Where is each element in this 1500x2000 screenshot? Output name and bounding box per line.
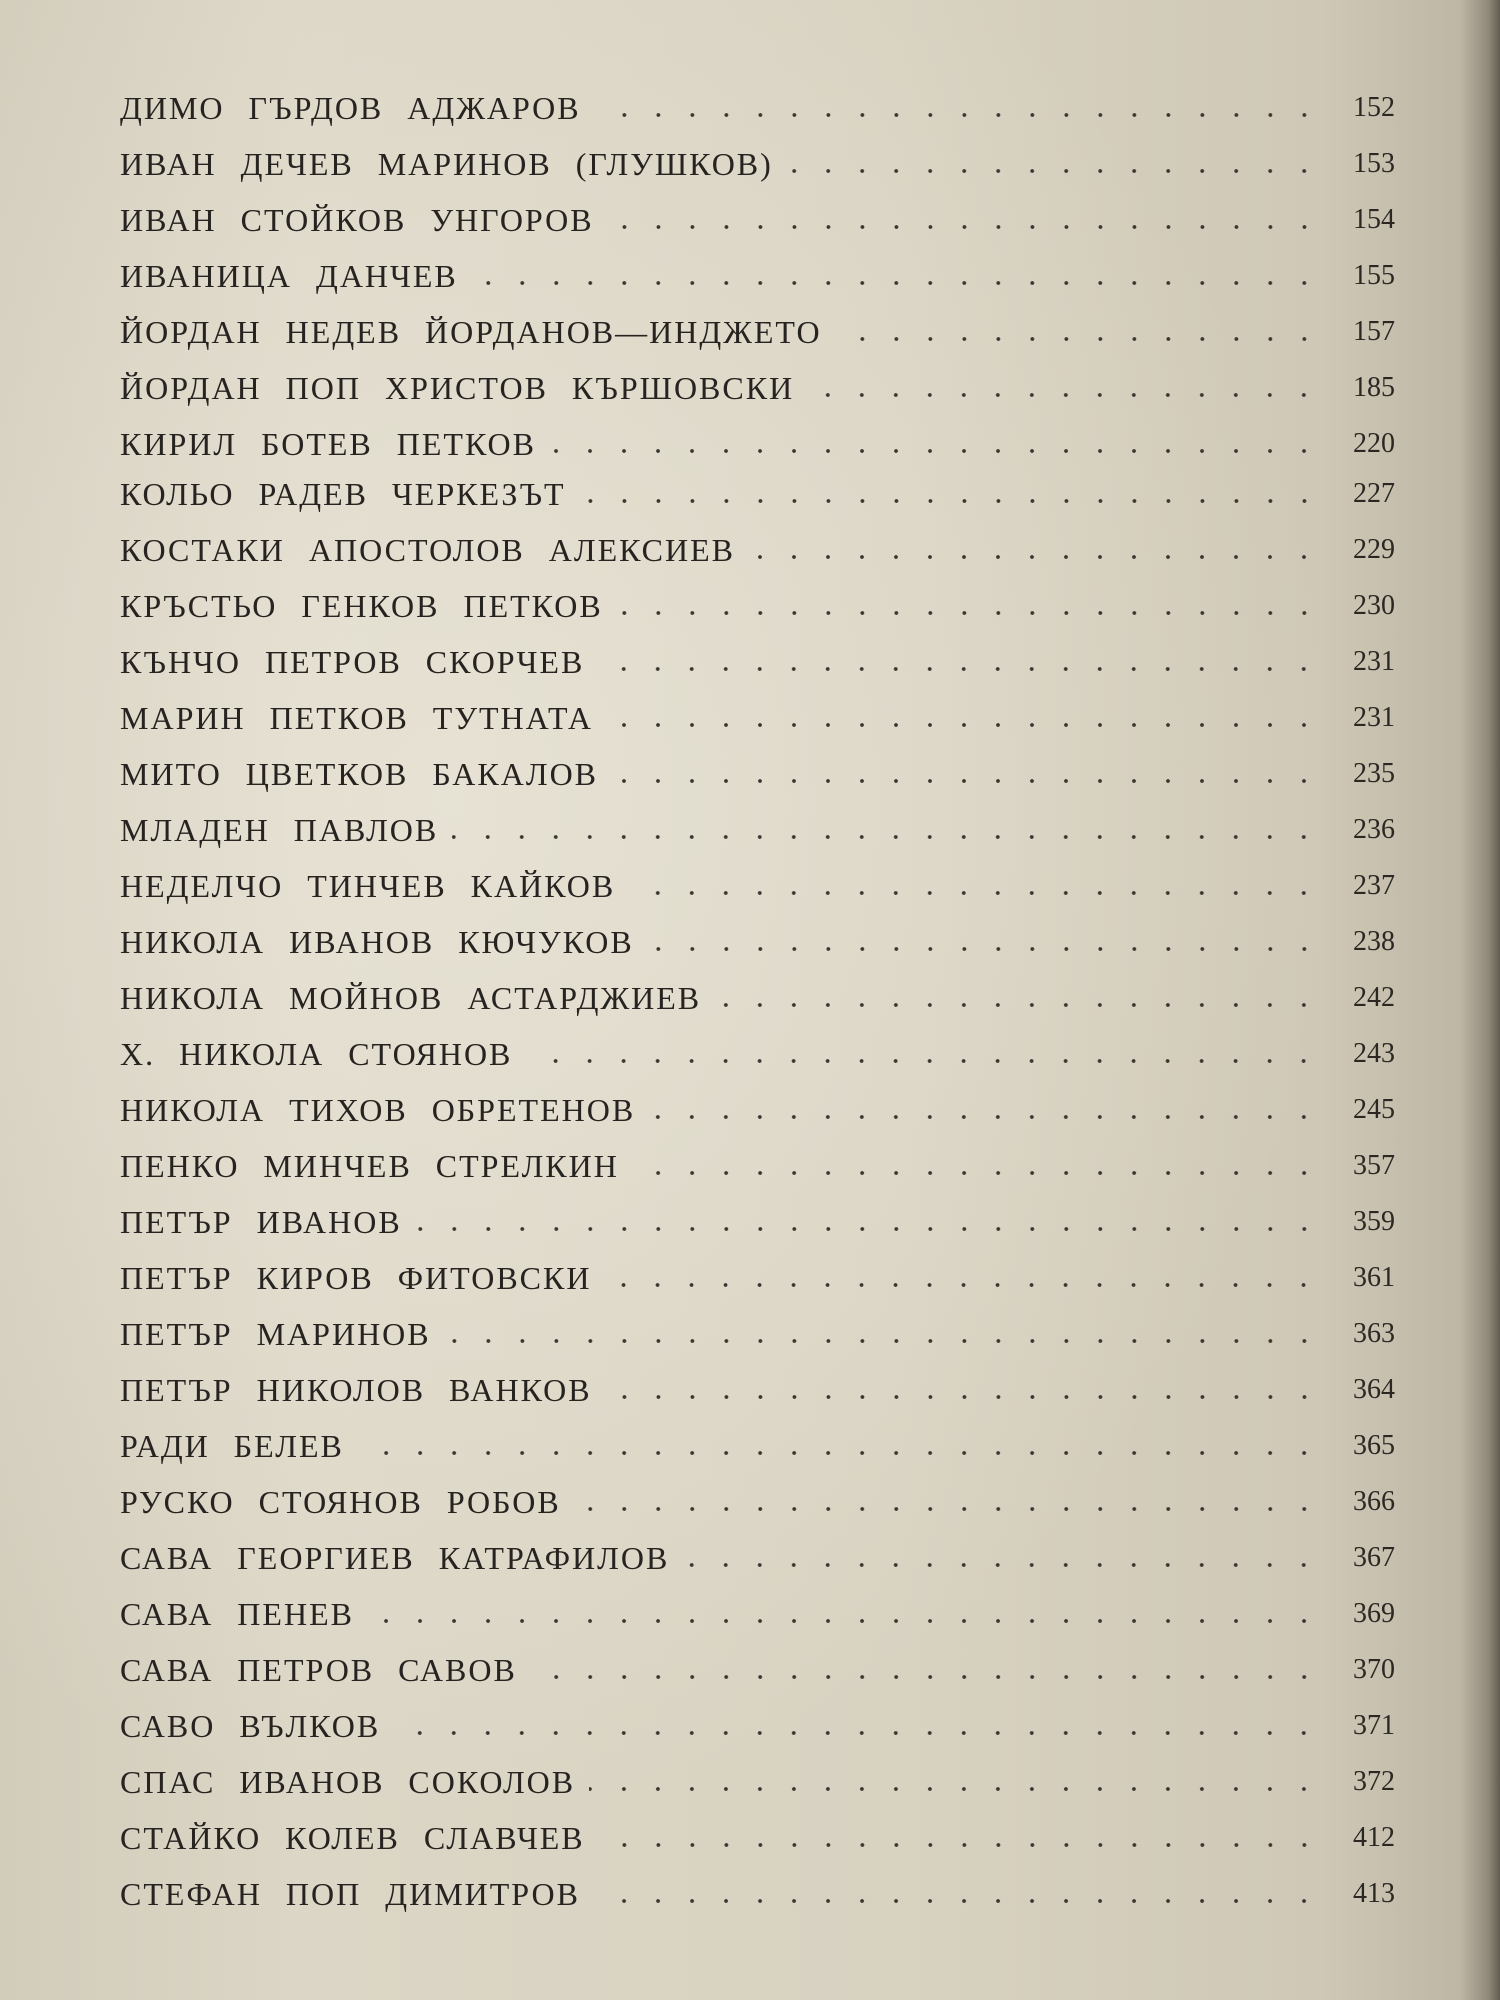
toc-entry-name: ПЕНКО МИНЧЕВ СТРЕЛКИН [120, 1147, 619, 1184]
toc-entry-name: ЙОРДАН НЕДЕВ ЙОРДАНОВ—ИНДЖЕТО [120, 313, 822, 350]
toc-entry-name: СТЕФАН ПОП ДИМИТРОВ [120, 1875, 580, 1912]
toc-entry [120, 140, 1395, 188]
dot-leader [605, 1283, 1321, 1287]
toc-entry [120, 694, 1395, 742]
dot-leader [836, 337, 1321, 341]
toc-entry-name: ЙОРДАН ПОП ХРИСТОВ КЪРШОВСКИ [120, 369, 795, 406]
toc-entry-page: 361 [1353, 1262, 1395, 1293]
toc-entry-page: 245 [1353, 1094, 1395, 1125]
dot-leader [594, 1899, 1321, 1903]
toc-entry-name: НИКОЛА ИВАНОВ КЮЧУКОВ [120, 923, 634, 960]
toc-entry-name: КРЪСТЬО ГЕНКОВ ПЕТКОВ [120, 587, 603, 624]
toc-entry-page: 229 [1353, 534, 1395, 565]
toc-entry [120, 750, 1395, 798]
toc-entry-page: 357 [1353, 1150, 1395, 1181]
dot-leader [580, 499, 1321, 503]
toc-entry [120, 1366, 1395, 1414]
dot-leader [649, 1115, 1321, 1119]
toc-entry-name: РУСКО СТОЯНОВ РОБОВ [120, 1483, 561, 1520]
toc-entry [120, 1814, 1395, 1862]
toc-entry [120, 1534, 1395, 1582]
toc-entry-page: 372 [1353, 1766, 1395, 1797]
dot-leader [612, 779, 1321, 783]
toc-entry-page: 366 [1353, 1486, 1395, 1517]
toc-entry-page: 242 [1353, 982, 1395, 1013]
dot-leader [589, 1787, 1321, 1791]
toc-entry [120, 582, 1395, 630]
toc-entry-page: 236 [1353, 814, 1395, 845]
dot-leader [472, 281, 1321, 285]
dot-leader [749, 555, 1321, 559]
toc-entry-page: 363 [1353, 1318, 1395, 1349]
toc-entry-page: 243 [1353, 1038, 1395, 1069]
toc-entry [120, 1422, 1395, 1470]
toc-entry-name: СПАС ИВАНОВ СОКОЛОВ [120, 1763, 576, 1800]
dot-leader [368, 1619, 1321, 1623]
dot-leader [575, 1507, 1321, 1511]
toc-entry [120, 1254, 1395, 1302]
toc-entry [120, 806, 1395, 854]
toc-entry-page: 235 [1353, 758, 1395, 789]
toc-entry [120, 862, 1395, 910]
toc-entry-name: НИКОЛА ТИХОВ ОБРЕТЕНОВ [120, 1091, 636, 1128]
dot-leader [394, 1731, 1321, 1735]
toc-entry-page: 365 [1353, 1430, 1395, 1461]
toc-entry-page: 227 [1353, 478, 1395, 509]
toc-entry-name: САВО ВЪЛКОВ [120, 1707, 381, 1744]
dot-leader [633, 1171, 1321, 1175]
toc-entry-page: 369 [1353, 1598, 1395, 1629]
toc-entry-page: 359 [1353, 1206, 1395, 1237]
toc-entry-page: 231 [1353, 702, 1395, 733]
dot-leader [550, 449, 1321, 453]
toc-entry [120, 1030, 1395, 1078]
toc-entry-name: ПЕТЪР НИКОЛОВ ВАНКОВ [120, 1371, 592, 1408]
toc-entry-name: МИТО ЦВЕТКОВ БАКАЛОВ [120, 755, 599, 792]
dot-leader [648, 947, 1321, 951]
toc-entry-name: ДИМО ГЪРДОВ АДЖАРОВ [120, 89, 581, 126]
toc-entry-name: ИВАН ДЕЧЕВ МАРИНОВ (ГЛУШКОВ) [120, 145, 773, 182]
toc-entry-page: 220 [1353, 428, 1395, 459]
toc-entry-page: 367 [1353, 1542, 1395, 1573]
toc-entry [120, 1478, 1395, 1526]
toc-entry [120, 420, 1395, 468]
dot-leader [599, 1843, 1321, 1847]
toc-entry [120, 1870, 1395, 1918]
toc-entry-page: 152 [1353, 92, 1395, 123]
dot-leader [595, 113, 1321, 117]
toc-entry [120, 364, 1395, 412]
dot-leader [526, 1059, 1321, 1063]
toc-entry-page: 155 [1353, 260, 1395, 291]
dot-leader [531, 1675, 1321, 1679]
toc-entry-name: ИВАН СТОЙКОВ УНГОРОВ [120, 201, 594, 238]
toc-entry [120, 1142, 1395, 1190]
toc-entry [120, 1646, 1395, 1694]
dot-leader [445, 1339, 1321, 1343]
toc-entry [120, 1198, 1395, 1246]
dot-leader [617, 611, 1321, 615]
toc-entry-name: МАРИН ПЕТКОВ ТУТНАТА [120, 699, 593, 736]
toc-entry [120, 1086, 1395, 1134]
toc-entry-page: 413 [1353, 1878, 1395, 1909]
dot-leader [608, 225, 1321, 229]
toc-entry-name: САВА ГЕОРГИЕВ КАТРАФИЛОВ [120, 1539, 670, 1576]
toc-entry-page: 185 [1353, 372, 1395, 403]
toc-entry [120, 974, 1395, 1022]
toc-entry-name: ПЕТЪР ИВАНОВ [120, 1203, 402, 1240]
toc-entry [120, 638, 1395, 686]
toc-entry-page: 153 [1353, 148, 1395, 179]
dot-leader [607, 723, 1321, 727]
toc-entry [120, 252, 1395, 300]
dot-leader [606, 1395, 1321, 1399]
toc-entry-page: 230 [1353, 590, 1395, 621]
toc-entry-name: САВА ПЕТРОВ САВОВ [120, 1651, 517, 1688]
toc-entry [120, 526, 1395, 574]
toc-entry-page: 238 [1353, 926, 1395, 957]
toc-entry [120, 196, 1395, 244]
toc-entry-page: 231 [1353, 646, 1395, 677]
toc-entry [120, 1702, 1395, 1750]
toc-entry [120, 1758, 1395, 1806]
toc-entry-page: 370 [1353, 1654, 1395, 1685]
dot-leader [787, 169, 1321, 173]
dot-leader [683, 1563, 1321, 1567]
dot-leader [452, 835, 1321, 839]
toc-entry-name: РАДИ БЕЛЕВ [120, 1427, 344, 1464]
toc-entry [120, 84, 1395, 132]
toc-entry-name: НИКОЛА МОЙНОВ АСТАРДЖИЕВ [120, 979, 702, 1016]
toc-entry-name: САВА ПЕНЕВ [120, 1595, 354, 1632]
dot-leader [416, 1227, 1321, 1231]
toc-entry-page: 154 [1353, 204, 1395, 235]
toc-entry-page: 157 [1353, 316, 1395, 347]
dot-leader [715, 1003, 1321, 1007]
toc-entry [120, 308, 1395, 356]
toc-entry-name: Х. НИКОЛА СТОЯНОВ [120, 1035, 513, 1072]
toc-entry-name: КЪНЧО ПЕТРОВ СКОРЧЕВ [120, 643, 585, 680]
toc-entry [120, 918, 1395, 966]
toc-entry-page: 371 [1353, 1710, 1395, 1741]
toc-entry-name: СТАЙКО КОЛЕВ СЛАВЧЕВ [120, 1819, 585, 1856]
toc-entry-name: НЕДЕЛЧО ТИНЧЕВ КАЙКОВ [120, 867, 616, 904]
toc-entry-page: 412 [1353, 1822, 1395, 1853]
toc-entry-name: КИРИЛ БОТЕВ ПЕТКОВ [120, 425, 536, 462]
toc-entry-name: ПЕТЪР МАРИНОВ [120, 1315, 431, 1352]
dot-leader [598, 667, 1321, 671]
toc-entry [120, 1310, 1395, 1358]
toc-entry [120, 1590, 1395, 1638]
toc-entry-name: ПЕТЪР КИРОВ ФИТОВСКИ [120, 1259, 592, 1296]
dot-leader [358, 1451, 1321, 1455]
toc-entry-name: МЛАДЕН ПАВЛОВ [120, 811, 439, 848]
toc-entry [120, 470, 1395, 518]
toc-entry-page: 364 [1353, 1374, 1395, 1405]
dot-leader [629, 891, 1321, 895]
dot-leader [808, 393, 1321, 397]
toc-entry-name: КОСТАКИ АПОСТОЛОВ АЛЕКСИЕВ [120, 531, 736, 568]
toc-entry-page: 237 [1353, 870, 1395, 901]
toc-entry-name: КОЛЬО РАДЕВ ЧЕРКЕЗЪТ [120, 475, 566, 512]
toc-entry-name: ИВАНИЦА ДАНЧЕВ [120, 257, 458, 294]
